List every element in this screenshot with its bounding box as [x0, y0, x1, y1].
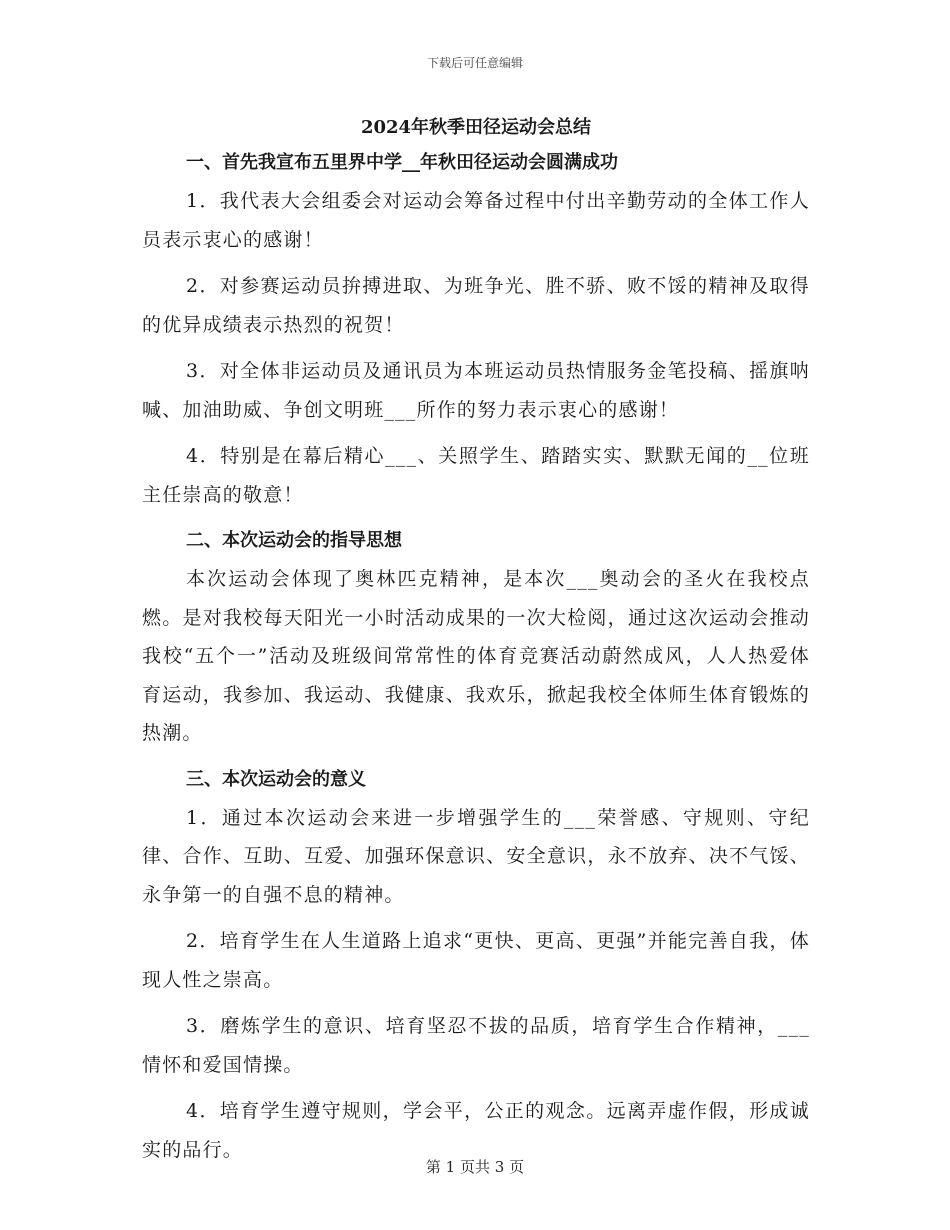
section-heading-2: 二、本次运动会的指导思想 — [186, 530, 402, 551]
paragraph: 2．对参赛运动员拚搏进取、为班争光、胜不骄、败不馁的精神及取得的优异成绩表示热烈的祝贺！ — [142, 275, 810, 336]
paragraph: 1．通过本次运动会来进一步增强学生的___荣誉感、守规则、守纪律、合作、互助、互爱、加强环保意识、安全意识，永不放弃、决不气馁、永争第一的自强不息的精神。 — [142, 806, 810, 906]
paragraph: 3．对全体非运动员及通讯员为本班运动员热情服务金笔投稿、摇旗呐喊、加油助威、争创文明班___所作的努力表示衷心的感谢！ — [142, 360, 810, 421]
document-title: 2024年秋季田径运动会总结 — [360, 117, 592, 138]
section-heading-1: 一、首先我宣布五里界中学__年秋田径运动会圆满成功 — [186, 152, 618, 173]
paragraph: 1．我代表大会组委会对运动会筹备过程中付出辛勤劳动的全体工作人员表示衷心的感谢！ — [142, 190, 810, 251]
paragraph: 3．磨炼学生的意识、培育坚忍不拔的品质，培育学生合作精神，___情怀和爱国情操。 — [142, 1015, 810, 1076]
section-heading-3: 三、本次运动会的意义 — [186, 768, 366, 790]
paragraph: 本次运动会体现了奥林匹克精神，是本次___奥动会的圣火在我校点燃。是对我校每天阳光一小时活动成果的一次大检阅，通过这次运动会推动我校“五个一”活动及班级间常常性的体育竞赛活动蔚然成风，人人热爱体育运动，我参加、我运动、我健康、我欢乐，掀起我校全体师生体育锻炼的热潮。 — [142, 568, 810, 744]
page-footer: 第 1 页共 3 页 — [425, 1158, 525, 1176]
document-body — [142, 112, 810, 1169]
paragraph: 2．培育学生在人生道路上追求“更快、更高、更强”并能完善自我，体现人性之崇高。 — [142, 930, 810, 991]
header-note: 下载后可任意编辑 — [426, 56, 523, 70]
paragraph: 4．特别是在幕后精心___、关照学生、踏踏实实、默默无闻的__位班主任崇高的敬意！ — [142, 445, 810, 506]
paragraph: 4．培育学生遵守规则，学会平，公正的观念。远离弄虚作假，形成诚实的品行。 — [142, 1100, 810, 1161]
